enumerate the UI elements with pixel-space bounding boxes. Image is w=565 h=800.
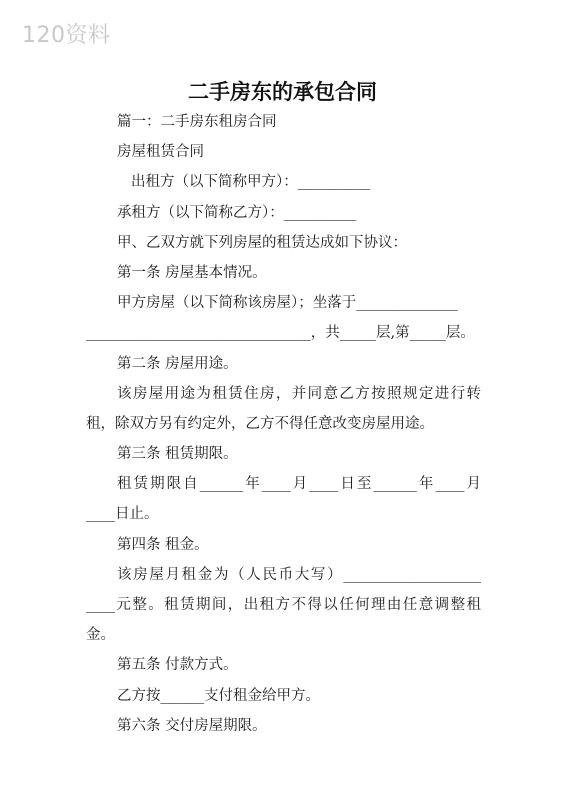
line-13: ____日止。 [86, 506, 159, 523]
line-7: _______________________________，共_____层,第_____层。 [86, 325, 475, 342]
article-heading: 第三条 租赁期限。 [117, 446, 238, 463]
line-0: 篇一：二手房东租房合同 [117, 114, 277, 130]
line-3: 承租方（以下简称乙方）：__________ [117, 204, 357, 221]
line-12: 租赁期限自______年____月____日至______年____月 [117, 476, 481, 493]
article-heading: 第二条 房屋用途。 [117, 355, 238, 372]
line-1: 房屋租赁合同 [117, 144, 204, 161]
article-heading: 第一条 房屋基本情况。 [117, 264, 267, 281]
line-10: 租，除双方另有约定外，乙方不得任意改变房屋用途。 [86, 415, 434, 432]
line-16: ____元整。租赁期间，出租方不得以任何理由任意调整租 [86, 597, 481, 613]
document-body [86, 107, 481, 741]
line-17: 金。 [86, 627, 115, 644]
article-heading: 第四条 租金。 [117, 536, 209, 553]
line-6: 甲方房屋（以下简称该房屋）；坐落于______________ [117, 295, 458, 312]
line-9: 该房屋用途为租赁住房，并同意乙方按照规定进行转 [117, 385, 481, 402]
line-19: 乙方按______支付租金给甲方。 [117, 687, 320, 704]
article-heading: 第五条 付款方式。 [117, 657, 238, 674]
line-15: 该房屋月租金为（人民币大写）___________________ [117, 566, 481, 583]
watermark-logo: 120资料 [22, 23, 111, 48]
line-2: 出租方（以下简称甲方）：__________ [131, 174, 371, 191]
document-title: 二手房东的承包合同 [188, 80, 377, 104]
line-4: 甲、乙双方就下列房屋的租赁达成如下协议： [117, 234, 407, 251]
article-heading: 第六条 交付房屋期限。 [117, 717, 267, 734]
